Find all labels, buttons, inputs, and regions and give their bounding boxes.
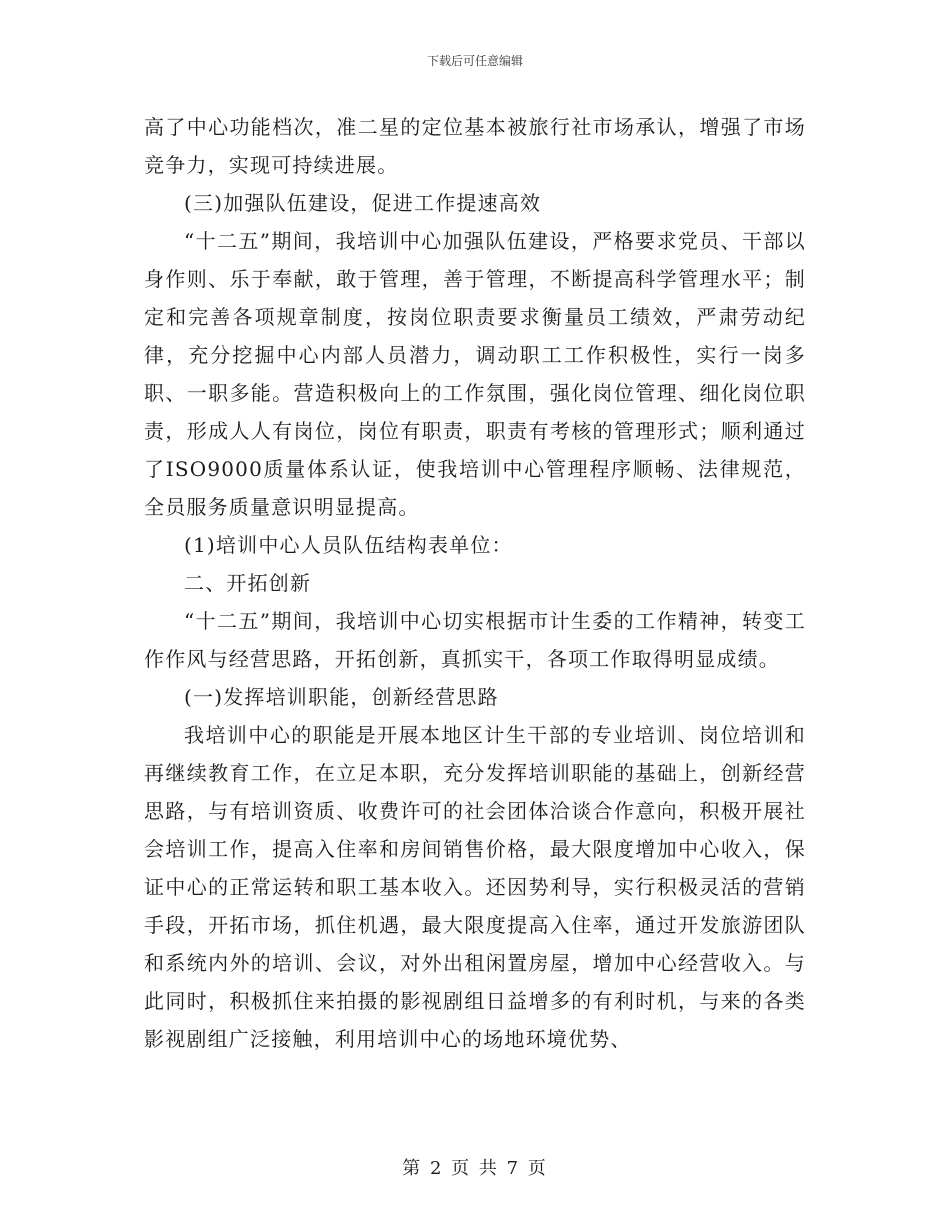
table-caption: (1)培训中心人员队伍结构表单位： [184,533,513,557]
page-header: 下载后可任意编辑 [426,54,523,68]
page-number-footer: 第 2 页 共 7 页 [402,1158,548,1179]
section-heading: (三)加强队伍建设，促进工作提速高效 [184,191,542,215]
section-heading: (一)发挥培训职能，创新经营思路 [184,685,499,709]
paragraph: “十二五”期间，我培训中心切实根据市计生委的工作精神，转变工作作风与经营思路，开拓创新，真抓实干，各项工作取得明显成绩。 [144,609,806,671]
document-body [144,108,806,1058]
section-heading: 二、开拓创新 [184,571,312,595]
paragraph: “十二五”期间，我培训中心加强队伍建设，严格要求党员、干部以身作则、乐于奉献，敢于管理，善于管理，不断提高科学管理水平；制定和完善各项规章制度，按岗位职责要求衡量员工绩效，严肃劳动纪律，充分挖掘中心内部人员潜力，调动职工工作积极性，实行一岗多职、一职多能。营造积极向上的工作氛围，强化岗位管理、细化岗位职责，形成人人有岗位，岗位有职责，职责有考核的管理形式；顺利通过了ISO9000质量体系认证，使我培训中心管理程序顺畅、法律规范，全员服务质量意识明显提高。 [144,229,806,519]
paragraph: 高了中心功能档次，准二星的定位基本被旅行社市场承认，增强了市场竞争力，实现可持续进展。 [144,115,806,177]
paragraph: 我培训中心的职能是开展本地区计生干部的专业培训、岗位培训和再继续教育工作，在立足本职，充分发挥培训职能的基础上，创新经营思路，与有培训资质、收费许可的社会团体洽谈合作意向，积极开展社会培训工作，提高入住率和房间销售价格，最大限度增加中心收入，保证中心的正常运转和职工基本收入。还因势利导，实行积极灵活的营销手段，开拓市场，抓住机遇，最大限度提高入住率，通过开发旅游团队和系统内外的培训、会议，对外出租闲置房屋，增加中心经营收入。与此同时，积极抓住来拍摄的影视剧组日益增多的有利时机，与来的各类影视剧组广泛接触，利用培训中心的场地环境优势、 [144,723,806,1051]
